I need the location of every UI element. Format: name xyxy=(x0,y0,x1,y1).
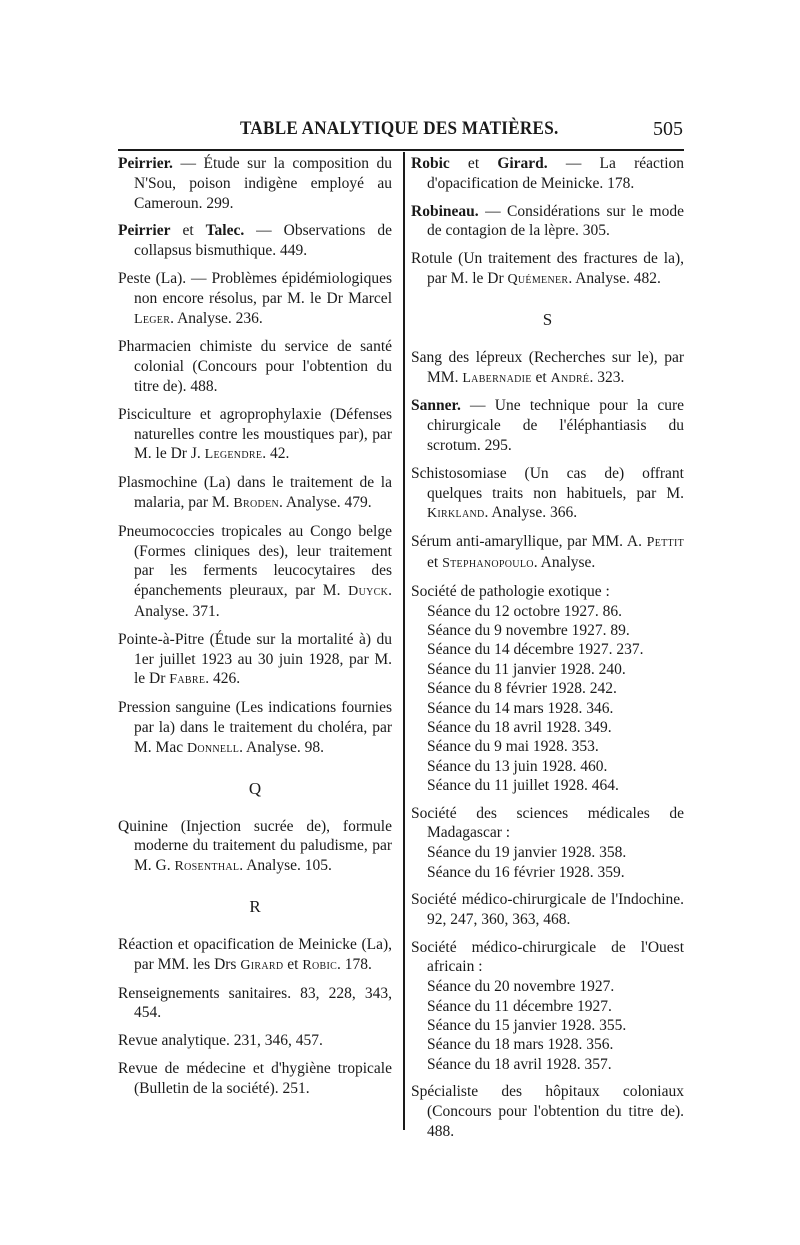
entry-author: Peirrier. xyxy=(118,155,173,172)
entry-author-name: Rosenthal xyxy=(174,859,240,875)
entry-text: Société médico-chirurgicale de l'Ouest africain : xyxy=(411,938,684,976)
index-entry xyxy=(118,935,392,976)
entry-text: — La réaction d'opacification de Meinicke. 178. xyxy=(427,155,685,192)
entry-author: Robic xyxy=(411,155,450,172)
session-line: Séance du 18 avril 1928. 349. xyxy=(427,718,612,736)
index-entry xyxy=(411,890,684,930)
index-entry xyxy=(411,532,684,574)
entry-text: Pisciculture et agroprophylaxie (Défenses naturelles contre les moustiques par), par M. le Dr J. xyxy=(118,405,392,463)
entry-text: . 178. xyxy=(337,955,372,973)
session-list xyxy=(411,843,684,882)
index-entry xyxy=(411,1082,684,1141)
entry-author-name: Girard xyxy=(240,957,284,973)
index-entry xyxy=(118,698,392,758)
entry-author-name: Stephanopoulo xyxy=(442,555,534,571)
session-line: Séance du 20 novembre 1927. xyxy=(427,978,615,996)
entry-author-name: André xyxy=(550,370,590,386)
entry-author-name: Broden xyxy=(233,495,280,511)
entry-text: . Analyse. 105. xyxy=(239,857,332,875)
page-header xyxy=(118,118,683,148)
index-entry xyxy=(118,630,392,690)
entry-text: . 323. xyxy=(589,368,625,386)
section-letter: R xyxy=(249,896,261,916)
entry-text: Réaction et opacification de Meinicke (La), par MM. les Drs xyxy=(118,935,392,973)
entry-text: et xyxy=(283,955,303,973)
session-line: Séance du 9 mai 1928. 353. xyxy=(427,738,599,756)
running-title: TABLE ANALYTIQUE DES MATIÈRES. xyxy=(240,118,559,139)
section-letter: S xyxy=(542,309,553,329)
index-entry xyxy=(411,464,684,524)
session-line: Séance du 18 mars 1928. 356. xyxy=(427,1036,614,1054)
index-entry xyxy=(118,817,392,877)
entry-text: et xyxy=(531,368,551,386)
index-entry xyxy=(118,337,392,396)
session-line: Séance du 13 juin 1928. 460. xyxy=(427,757,608,775)
session-line: Séance du 11 janvier 1928. 240. xyxy=(427,660,626,678)
entry-author-name: Fabre xyxy=(169,672,206,688)
entry-text: et xyxy=(170,222,206,240)
left-column xyxy=(118,154,392,1106)
index-entry xyxy=(411,582,684,602)
entry-text: Revue analytique. 231, 346, 457. xyxy=(118,1032,323,1050)
section-letter: Q xyxy=(248,778,262,798)
session-line: Séance du 9 novembre 1927. 89. xyxy=(427,621,630,639)
session-line: Séance du 12 octobre 1927. 86. xyxy=(427,602,622,620)
session-line: Séance du 19 janvier 1928. 358. xyxy=(427,844,627,862)
entry-text: Rotule (Un traitement des fractures de la), par M. le Dr xyxy=(411,250,684,287)
index-entry xyxy=(118,221,392,261)
entry-text: Renseignements sanitaires. 83, 228, 343, 454. xyxy=(118,984,392,1022)
index-entry xyxy=(411,202,684,242)
entry-author: Talec. xyxy=(205,222,245,240)
entry-text: Peste (La). — Problèmes épidémiologiques non encore résolus, par M. le Dr Marcel xyxy=(118,269,392,307)
entry-text: Pneumococcies tropicales au Congo belge (Formes cliniques des), leur traitement par les ferments leucocytaires des épanchements pleuraux, par M. xyxy=(118,522,392,600)
session-line: Séance du 8 février 1928. 242. xyxy=(427,680,617,698)
entry-text: . Analyse. 371. xyxy=(134,582,392,620)
entry-author-name: Labernadie xyxy=(462,370,532,386)
index-entry xyxy=(118,154,392,213)
index-entry xyxy=(118,405,392,465)
index-entry xyxy=(411,938,684,978)
entry-author: Girard. xyxy=(497,155,548,172)
entry-text: Société des sciences médicales de Madagascar : xyxy=(411,804,684,842)
entry-text: Société médico-chirurgicale de l'Indochine. 92, 247, 360, 363, 468. xyxy=(411,891,684,928)
entry-text: Pointe-à-Pitre (Étude sur la mortalité à) du 1er juillet 1923 au 30 juin 1928, par M. le Dr xyxy=(118,630,392,688)
entry-text: Schistosomiase (Un cas de) offrant quelques traits non habituels, par M. xyxy=(411,464,684,502)
entry-text: Pharmacien chimiste du service de santé colonial (Concours pour l'obtention du titre de). 488. xyxy=(118,338,392,395)
entry-author-name: Pettit xyxy=(646,535,684,551)
session-list xyxy=(411,977,684,1074)
entry-author-name: Duyck xyxy=(348,584,389,600)
session-line: Séance du 11 juillet 1928. 464. xyxy=(427,777,619,795)
entry-author-name: Robic xyxy=(302,957,338,973)
entry-author-name: Legendre xyxy=(204,447,263,463)
session-line: Séance du 18 avril 1928. 357. xyxy=(427,1055,612,1073)
index-entry xyxy=(411,249,684,290)
header-rule xyxy=(118,149,684,151)
entry-text: Quinine (Injection sucrée de), formule moderne du traitement du paludisme, par M. G. xyxy=(118,817,392,875)
entry-text: Sang des lépreux (Recherches sur le), par MM. xyxy=(411,348,684,386)
entry-author-name: Donnell xyxy=(186,740,240,756)
entry-text: . Analyse. 366. xyxy=(484,504,578,522)
session-line: Séance du 16 février 1928. 359. xyxy=(427,863,625,881)
index-entry xyxy=(411,396,684,455)
entry-text: — Étude sur la composition du N'Sou, poison indigène employé au Cameroun. 299. xyxy=(134,155,392,212)
entry-text: . Analyse. 236. xyxy=(170,309,263,327)
entry-author-name: Kirkland xyxy=(427,506,485,522)
entry-text: — Observations de collapsus bismuthique. 449. xyxy=(134,222,393,260)
entry-text: . Analyse. 482. xyxy=(568,269,661,287)
index-entry xyxy=(411,804,684,844)
page-number: 505 xyxy=(653,118,683,140)
entry-text: et xyxy=(427,553,443,571)
session-line: Séance du 14 mars 1928. 346. xyxy=(427,699,614,717)
entry-text: . 42. xyxy=(262,445,290,463)
index-entry xyxy=(411,154,684,194)
column-divider xyxy=(403,152,405,1130)
entry-author-name: Leger xyxy=(134,311,171,327)
entry-author-name: Quémener xyxy=(507,271,569,287)
index-entry xyxy=(118,1059,392,1099)
session-line: Séance du 11 décembre 1927. xyxy=(427,997,612,1015)
entry-text: . Analyse. 98. xyxy=(239,738,324,756)
session-line: Séance du 15 janvier 1928. 355. xyxy=(427,1017,627,1035)
entry-text: Plasmochine (La) dans le traitement de la malaria, par M. xyxy=(118,474,392,511)
entry-text: Spécialiste des hôpitaux coloniaux (Concours pour l'obtention du titre de). 488. xyxy=(411,1083,684,1140)
right-column xyxy=(411,154,684,1150)
entry-text: Revue de médecine et d'hygiène tropicale (Bulletin de la société). 251. xyxy=(118,1059,392,1097)
entry-text: Pression sanguine (Les indications fournies par la) dans le traitement du choléra, par M. Mac xyxy=(118,699,392,756)
entry-text: Sérum anti-amaryllique, par MM. A. xyxy=(411,533,647,551)
index-entry xyxy=(118,1031,392,1051)
index-entry xyxy=(411,348,684,389)
entry-text: Société de pathologie exotique : xyxy=(411,582,610,600)
session-line: Séance du 14 décembre 1927. 237. xyxy=(427,641,644,659)
entry-text: . Analyse. xyxy=(533,553,596,571)
index-entry xyxy=(118,522,392,622)
entry-author: Robineau. xyxy=(411,202,479,220)
entry-text: — Une technique pour la cure chirurgicale de l'éléphantiasis du scrotum. 295. xyxy=(427,397,684,454)
index-entry xyxy=(118,473,392,514)
entry-author: Sanner. xyxy=(411,397,461,415)
session-list xyxy=(411,602,684,796)
entry-text: . 426. xyxy=(205,670,241,688)
entry-text: . Analyse. 479. xyxy=(279,493,372,511)
index-entry xyxy=(118,269,392,329)
entry-text: et xyxy=(449,155,498,172)
index-entry xyxy=(118,984,392,1024)
entry-author: Peirrier xyxy=(118,222,171,240)
entry-text: — Considérations sur le mode de contagion de la lèpre. 305. xyxy=(427,202,684,240)
